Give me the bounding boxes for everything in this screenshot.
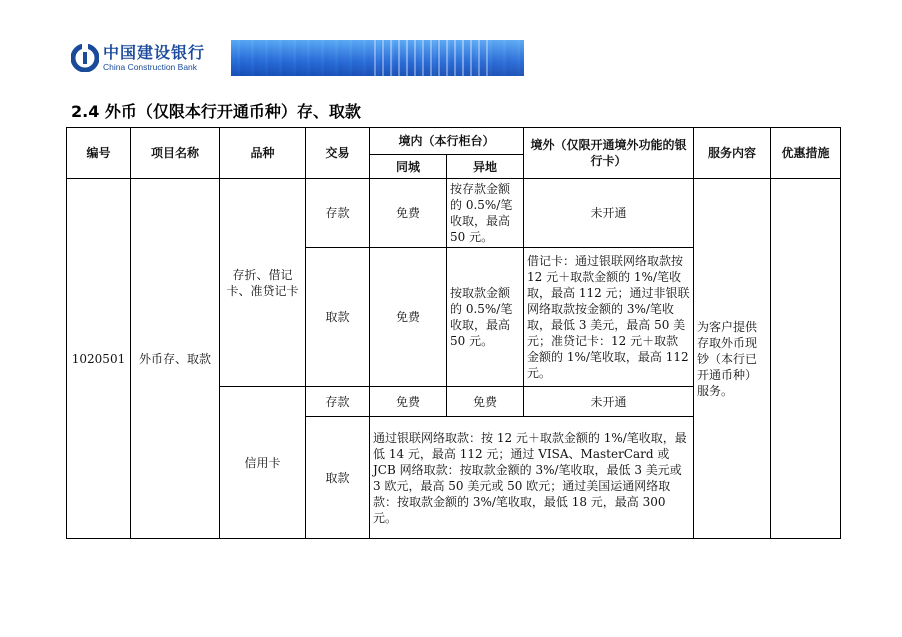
same-city-fee: 免费 xyxy=(370,248,447,387)
other-city-fee: 按取款金额的 0.5%/笔收取，最高 50 元。 xyxy=(447,248,524,387)
header-variety: 品种 xyxy=(220,128,306,179)
header-transaction: 交易 xyxy=(306,128,370,179)
item-code: 1020501 xyxy=(67,179,131,539)
other-city-fee: 按存款金额的 0.5%/笔收取，最高 50 元。 xyxy=(447,179,524,248)
item-name: 外币存、取款 xyxy=(131,179,220,539)
transaction-cell: 取款 xyxy=(306,248,370,387)
banner-photo xyxy=(231,40,524,76)
bank-name-cn: 中国建设银行 xyxy=(103,42,206,62)
header-other-city: 异地 xyxy=(447,155,524,179)
ccb-logo-icon xyxy=(71,44,99,72)
variety-passbook-debit: 存折、借记卡、准贷记卡 xyxy=(220,179,306,387)
overseas-fee: 借记卡：通过银联网络取款按 12 元＋取款金额的 1%/笔收取，最高 112 元；通过非银联网络取款按金额的 3%/笔收取，最低 3 美元，最高 50 美元；准贷记卡：12 元＋取款金额的 1%/笔收取，最高 112 元。 xyxy=(524,248,694,387)
service-content: 为客户提供存取外币现钞（本行已开通币种）服务。 xyxy=(694,179,771,539)
same-city-fee: 免费 xyxy=(370,387,447,417)
bank-name-en: China Construction Bank xyxy=(103,61,198,72)
header-overseas: 境外（仅限开通境外功能的银行卡） xyxy=(524,128,694,179)
header-domestic: 境内（本行柜台） xyxy=(370,128,524,155)
header-code: 编号 xyxy=(67,128,131,179)
header-service: 服务内容 xyxy=(694,128,771,179)
transaction-cell: 存款 xyxy=(306,387,370,417)
table-row xyxy=(67,179,841,248)
transaction-cell: 存款 xyxy=(306,179,370,248)
section-title: 2.4 外币（仅限本行开通币种）存、取款 xyxy=(71,102,361,121)
credit-card-withdrawal-detail: 通过银联网络取款：按 12 元＋取款金额的 1%/笔收取，最低 14 元，最高 112 元；通过 VISA、MasterCard 或 JCB 网络取款：按取款金额的 3%/笔收取，最低 3 美元或 3 欧元，最高 50 美元或 50 欧元；通过美国运通网络取款：按取款金额的 3%/笔收取，最低 18 元，最高 300 元。 xyxy=(370,417,694,539)
overseas-fee: 未开通 xyxy=(524,179,694,248)
header-discount: 优惠措施 xyxy=(771,128,841,179)
header-item-name: 项目名称 xyxy=(131,128,220,179)
header-banner xyxy=(71,40,524,76)
same-city-fee: 免费 xyxy=(370,179,447,248)
bank-logo xyxy=(71,40,231,76)
other-city-fee: 免费 xyxy=(447,387,524,417)
transaction-cell: 取款 xyxy=(306,417,370,539)
discount-cell xyxy=(771,179,841,539)
header-same-city: 同城 xyxy=(370,155,447,179)
overseas-fee: 未开通 xyxy=(524,387,694,417)
variety-credit-card: 信用卡 xyxy=(220,387,306,539)
fee-table xyxy=(66,127,841,539)
